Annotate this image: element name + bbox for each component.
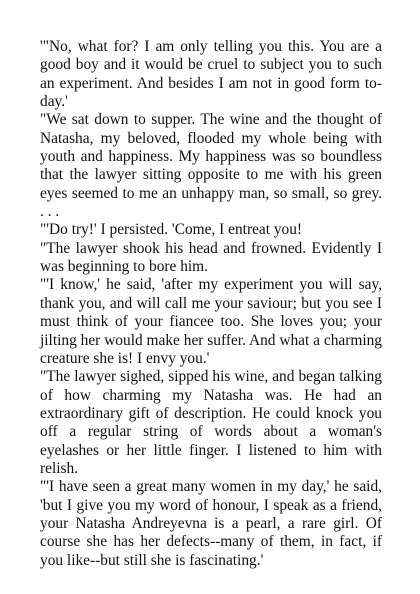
paragraph-i-know: "'I know,' he said, 'after my experiment you will say, thank you, and will call me your saviour; but you see I must think of your fiancee too. She loves you; your jilting her would make her suffer. And what a charming creature she is! I envy you.' [40,276,382,367]
paragraph-do-try: "'Do try!' I persisted. 'Come, I entreat you! [40,221,303,239]
paragraph-lawyer-sighed: "The lawyer sighed, sipped his wine, and began talking of how charming my Natasha was. He had an extraordinary gift of description. He could knock you off a regular string of words about a woman's eyelashes or her little finger. I listened to him with relish. [40,368,382,477]
paragraph-sat-down-to-supper: "We sat down to supper. The wine and the thought of Natasha, my beloved, flooded my whole being with youth and happiness. My happiness was so boundless that the lawyer sitting opposite to me with his green eyes seemed to me an unhappy man, so small, so grey. . . . [40,111,382,221]
paragraph-lawyer-shook-head: "The lawyer shook his head and frowned. Evidently I was beginning to bore him. [40,239,382,276]
paragraph-many-women: "'I have seen a great many women in my day,' he said, 'but I give you my word of honour, I speak as a friend, your Natasha Andreyevna is a pearl, a rare girl. Of course she has her defects--many of them, in fact, if you like--but still she is fascinating.' [40,478,382,569]
page-text [40,38,382,570]
paragraph-no-what-for: '"No, what for? I am only telling you this. You are a good boy and it would be cruel to subject you to such an experiment. And besides I am not in good form to-day.' [40,38,382,111]
